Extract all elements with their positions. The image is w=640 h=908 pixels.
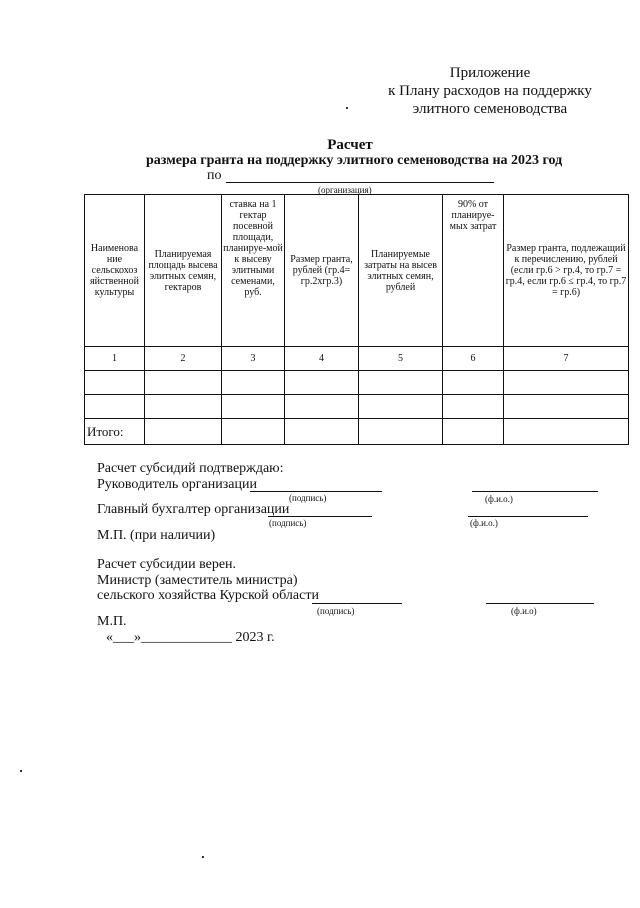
minister-label: Министр (заместитель министра) <box>97 573 298 588</box>
header-grant-transfer: Размер гранта, подлежащий к перечислению, рублей (если гр.6 > гр.4, то гр.7 = гр.4, если гр.6 ≤ гр.4, то гр.7 = гр.6) <box>504 195 629 347</box>
chief-accountant-label: Главный бухгалтер организации <box>97 502 290 517</box>
table-cell[interactable] <box>222 371 285 395</box>
table-total-row <box>85 419 629 445</box>
column-number: 5 <box>359 347 443 371</box>
table-cell[interactable] <box>359 371 443 395</box>
table-cell[interactable] <box>85 371 145 395</box>
minister-signature-line[interactable] <box>312 603 402 604</box>
stamp-label: М.П. (при наличии) <box>97 528 216 543</box>
header-crop: Наименова ние сельскохоз яйственной культуры <box>85 195 145 347</box>
column-number: 6 <box>443 347 504 371</box>
fio-caption: (ф.и.о) <box>511 606 537 616</box>
table-cell[interactable] <box>504 419 629 445</box>
appendix-line-2: к Плану расходов на поддержку <box>388 83 592 99</box>
stamp-label-2: М.П. <box>97 614 127 629</box>
scan-speck <box>20 770 22 772</box>
signature-caption: (подпись) <box>289 493 327 503</box>
head-signature-line[interactable] <box>250 491 382 492</box>
signature-caption: (подпись) <box>269 518 307 528</box>
table-cell[interactable] <box>443 371 504 395</box>
ministry-label: сельского хозяйства Курской области <box>97 588 319 603</box>
table-cell[interactable] <box>145 371 222 395</box>
date-field[interactable]: «___»_____________ 2023 г. <box>106 630 275 645</box>
total-label: Итого: <box>85 419 145 445</box>
organization-caption: (организация) <box>318 185 372 195</box>
column-number: 7 <box>504 347 629 371</box>
header-90-percent: 90% от планируе-мых затрат <box>443 195 504 347</box>
column-number: 1 <box>85 347 145 371</box>
table-cell[interactable] <box>285 395 359 419</box>
column-number: 4 <box>285 347 359 371</box>
table-cell[interactable] <box>443 395 504 419</box>
grant-calculation-table <box>84 194 629 445</box>
fio-caption: (ф.и.о.) <box>470 518 498 528</box>
table-cell[interactable] <box>145 419 222 445</box>
scan-speck <box>202 856 204 858</box>
table-row <box>85 395 629 419</box>
table-cell[interactable] <box>359 395 443 419</box>
table-row <box>85 371 629 395</box>
signature-caption: (подпись) <box>317 606 355 616</box>
document-title: Расчет <box>327 137 373 153</box>
table-cell[interactable] <box>285 419 359 445</box>
table-cell[interactable] <box>504 395 629 419</box>
confirm-text: Расчет субсидий подтверждаю: <box>97 461 284 476</box>
header-rate: ставка на 1 гектар посевной площади, планируе-мой к высеву элитными семенами, руб. <box>222 195 285 347</box>
appendix-line-3: элитного семеноводства <box>412 101 568 117</box>
header-planned-costs: Планируемые затраты на высев элитных семян, рублей <box>359 195 443 347</box>
organization-field-line[interactable] <box>226 182 494 183</box>
table-cell[interactable] <box>145 395 222 419</box>
table-cell[interactable] <box>222 395 285 419</box>
head-fio-line[interactable] <box>472 491 598 492</box>
scan-speck <box>346 107 348 109</box>
accountant-fio-line[interactable] <box>468 516 588 517</box>
table-cell[interactable] <box>285 371 359 395</box>
accountant-signature-line[interactable] <box>268 516 372 517</box>
column-number: 2 <box>145 347 222 371</box>
table-cell[interactable] <box>443 419 504 445</box>
table-cell[interactable] <box>222 419 285 445</box>
document-subtitle: размера гранта на поддержку элитного семеноводства на 2023 год <box>146 153 563 168</box>
table-header-row <box>85 195 629 347</box>
appendix-line-1: Приложение <box>449 65 531 81</box>
table-cell[interactable] <box>504 371 629 395</box>
appendix-block <box>380 64 600 118</box>
table-number-row <box>85 347 629 371</box>
head-org-label: Руководитель организации <box>97 477 257 492</box>
header-grant-size: Размер гранта, рублей (гр.4= гр.2хгр.3) <box>285 195 359 347</box>
header-area: Планируемая площадь высева элитных семян, гектаров <box>145 195 222 347</box>
table-cell[interactable] <box>85 395 145 419</box>
po-label: по <box>207 168 222 183</box>
table-cell[interactable] <box>359 419 443 445</box>
column-number: 3 <box>222 347 285 371</box>
minister-fio-line[interactable] <box>486 603 594 604</box>
fio-caption: (ф.и.о.) <box>485 494 513 504</box>
calculation-correct-text: Расчет субсидии верен. <box>97 557 237 572</box>
